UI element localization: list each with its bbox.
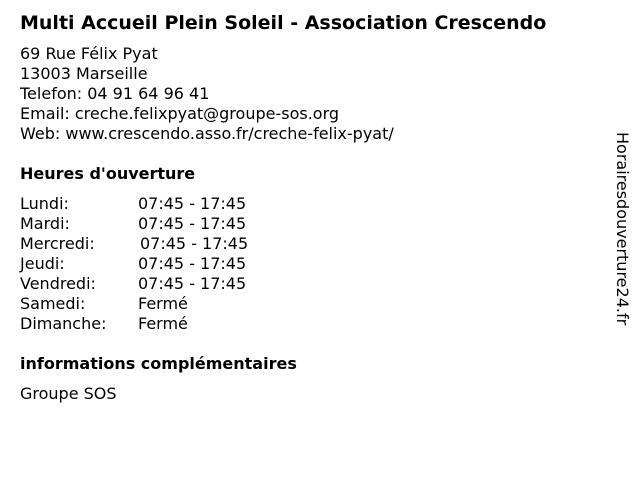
- hours-row-saturday: [20, 294, 320, 314]
- additional-info-text: Groupe SOS: [20, 384, 117, 403]
- email-address: Email: creche.felixpyat@groupe-sos.org: [20, 104, 340, 123]
- hours-row-sunday: [20, 314, 320, 334]
- additional-info-heading: informations complémentaires: [20, 354, 297, 373]
- street-address: 69 Rue Félix Pyat: [20, 44, 158, 63]
- hours-day: Samedi:: [20, 294, 86, 313]
- hours-row-tuesday: [20, 214, 320, 234]
- hours-row-thursday: [20, 254, 320, 274]
- hours-time: Fermé: [138, 314, 188, 333]
- hours-row-monday: [20, 194, 320, 214]
- address-block: [20, 44, 394, 144]
- opening-hours-heading: Heures d'ouverture: [20, 164, 196, 183]
- hours-day: Jeudi:: [20, 254, 65, 273]
- hours-day: Lundi:: [20, 194, 69, 213]
- page-title: Multi Accueil Plein Soleil - Association Crescendo: [20, 12, 547, 34]
- hours-day: Vendredi:: [20, 274, 96, 293]
- hours-row-wednesday: [20, 234, 320, 254]
- website-address: Web: www.crescendo.asso.fr/creche-felix-pyat/: [20, 124, 394, 143]
- hours-time: 07:45 - 17:45: [138, 274, 247, 293]
- brand-watermark: Horairesdouverture24.fr: [613, 132, 632, 326]
- hours-day: Dimanche:: [20, 314, 107, 333]
- hours-time: 07:45 - 17:45: [138, 254, 247, 273]
- city-address: 13003 Marseille: [20, 64, 148, 83]
- hours-row-friday: [20, 274, 320, 294]
- hours-time: 07:45 - 17:45: [138, 214, 247, 233]
- phone-number: Telefon: 04 91 64 96 41: [20, 84, 210, 103]
- opening-hours-table: [20, 194, 320, 334]
- hours-time: 07:45 - 17:45: [140, 234, 249, 253]
- hours-day: Mardi:: [20, 214, 70, 233]
- hours-day: Mercredi:: [20, 234, 95, 253]
- hours-time: 07:45 - 17:45: [138, 194, 247, 213]
- hours-time: Fermé: [138, 294, 188, 313]
